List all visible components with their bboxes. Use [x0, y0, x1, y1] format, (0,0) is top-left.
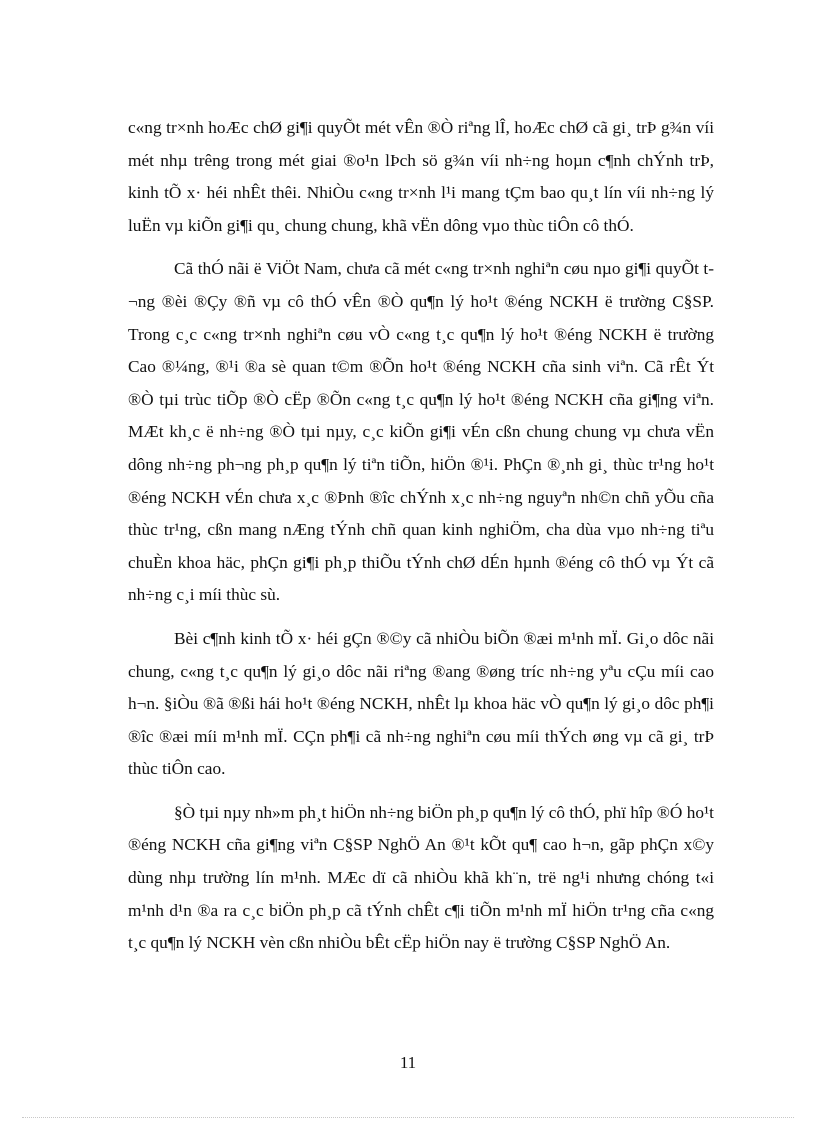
- paragraph-4: §Ò tµi nµy nh»m ph¸t hiÖn nh÷ng biÖn ph¸p qu¶n lý cô thÓ, phï hîp ®Ó ho¹t ®éng NCKH cña gi¶ng viªn C§SP NghÖ An ®¹t kÕt qu¶ cao h¬n, gãp phÇn x©y dùng nhµ trường lín m¹nh. MÆc dï cã nhiÒu khã kh¨n, trë ng¹i nhưng chóng t«i m¹nh d¹n ®a ra c¸c biÖn ph¸p cã tÝnh chÊt c¶i tiÕn m¹nh mÏ hiÖn tr¹ng cña c«ng t¸c qu¶n lý NCKH vèn cßn nhiÒu bÊt cËp hiÖn nay ë trường C§SP NghÖ An.: [128, 802, 714, 953]
- paragraph-1: c«ng tr×nh hoÆc chØ gi¶i quyÕt mét vÊn ®Ò riªng lÎ, hoÆc chØ cã gi¸ trÞ g¾n víi mét nhµ trêng trong mét giai ®o¹n lÞch sö g¾n víi nh÷ng hoµn c¶nh chÝnh trÞ, kinh tÕ x· héi nhÊt thêi. NhiÒu c«ng tr×nh l¹i mang tÇm bao qu¸t lín víi nh÷ng lý luËn vµ kiÕn gi¶i qu¸ chung chung, khã vËn dông vµo thùc tiÔn cô thÓ.: [128, 118, 714, 235]
- page-number: 11: [399, 1053, 417, 1072]
- paragraph-3: Bèi c¶nh kinh tÕ x· héi gÇn ®©y cã nhiÒu biÕn ®æi m¹nh mÏ. Gi¸o dôc nãi chung, c«ng t¸c qu¶n lý gi¸o dôc nãi riªng ®ang ®øng tríc nh÷ng yªu cÇu míi cao h¬n. §iÒu ®ã ®ßi hái ho¹t ®éng NCKH, nhÊt lµ khoa häc vÒ qu¶n lý gi¸o dôc ph¶i ®îc ®æi míi m¹nh mÏ. CÇn ph¶i cã nh÷ng nghiªn cøu míi thÝch øng vµ cã gi¸ trÞ thùc tiÔn cao.: [128, 628, 714, 779]
- paragraph-2: Cã thÓ nãi ë ViÖt Nam, chưa cã mét c«ng tr×nh nghiªn cøu nµo gi¶i quyÕt t¬ng ®èi ®Çy ®ñ vµ cô thÓ vÊn ®Ò qu¶n lý ho¹t ®éng NCKH ë trường C§SP. Trong c¸c c«ng tr×nh nghiªn cøu vÒ c«ng t¸c qu¶n lý ho¹t ®éng NCKH ë trường Cao ®¼ng, ®¹i ®a sè quan t©m ®Õn ho¹t ®éng NCKH cña sinh viªn. Cã rÊt Ýt ®Ò tµi trùc tiÕp ®Ò cËp ®Õn c«ng t¸c qu¶n lý ho¹t ®éng NCKH cña gi¶ng viªn. MÆt kh¸c ë nh÷ng ®Ò tµi nµy, c¸c kiÕn gi¶i vÉn cßn chung chung vµ chưa vËn dông nh÷ng ph¬ng ph¸p qu¶n lý tiªn tiÕn, hiÖn ®¹i. PhÇn ®¸nh gi¸ thùc tr¹ng ho¹t ®éng NCKH vÉn chưa x¸c ®Þnh ®îc chÝnh x¸c nh÷ng nguyªn nh©n chñ yÕu cña thùc tr¹ng, cßn mang nÆng tÝnh chñ quan kinh nghiÖm, cha dùa vµo nh÷ng tiªu chuÈn khoa häc, phÇn gi¶i ph¸p thiÕu tÝnh chØ dÉn hµnh ®éng cô thÓ vµ Ýt cã nh÷ng c¸i míi thùc sù.: [128, 259, 714, 605]
- document-body: [128, 112, 714, 960]
- page-bottom-border: [22, 1117, 794, 1118]
